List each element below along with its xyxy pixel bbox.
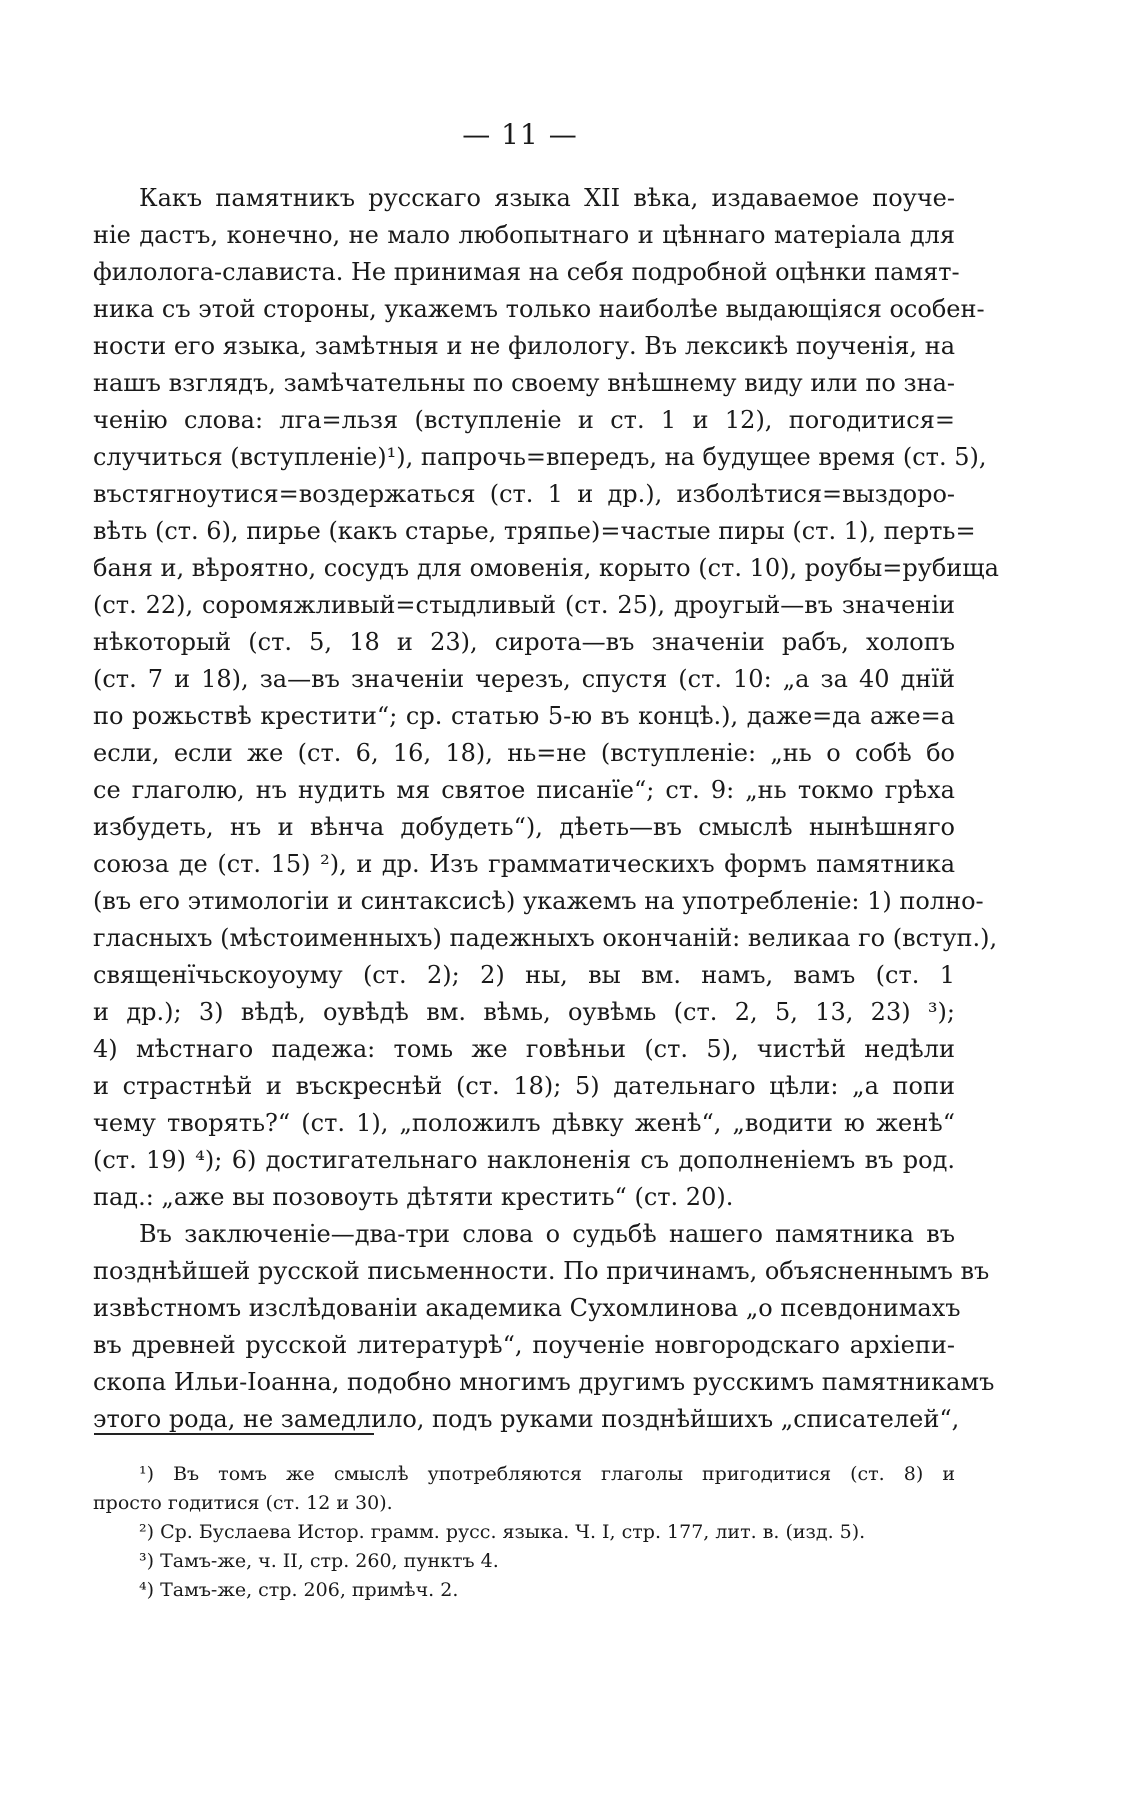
text-line: этого рода, не замедлило, подъ руками позднѣйшихъ „списателей“, (93, 1405, 960, 1433)
text-line: вѣть (ст. 6), пирье (какъ старье, тряпье)=частые пиры (ст. 1), перть= (93, 517, 976, 545)
text-line: се глаголю, нъ нудить мя святое писанїе“; ст. 9: „нь токмо грѣха (93, 776, 955, 804)
text-line: нѣкоторый (ст. 5, 18 и 23), сирота—въ значеніи рабъ, холопъ (93, 628, 955, 656)
footnote-line: ²) Ср. Буслаева Истор. грамм. русс. языка. Ч. I, стр. 177, лит. в. (изд. 5). (139, 1521, 866, 1543)
text-line: союза де (ст. 15) ²), и др. Изъ грамматическихъ формъ памятника (93, 850, 955, 878)
text-line: (ст. 7 и 18), за—въ значеніи черезъ, спустя (ст. 10: „а за 40 днїй (93, 665, 955, 693)
text-line: 4) мѣстнаго падежа: томь же говѣньи (ст. 5), чистѣй недѣли (93, 1035, 955, 1063)
text-line: если, если же (ст. 6, 16, 18), нь=не (вступленіе: „нь о собѣ бо (93, 739, 955, 767)
text-line: ченію слова: лга=льзя (вступленіе и ст. 1 и 12), погодитися= (93, 406, 955, 434)
text-line: гласныхъ (мѣстоименныхъ) падежныхъ окончаній: великаа го (вступ.), (93, 924, 998, 952)
text-line: ника съ этой стороны, укажемъ только наиболѣе выдающіяся особен- (93, 295, 985, 323)
text-line: ности его языка, замѣтныя и не филологу. Въ лексикѣ поученія, на (93, 332, 955, 360)
footnote-line: ⁴) Тамъ-же, стр. 206, примѣч. 2. (139, 1579, 459, 1601)
page-number: — 11 — (462, 118, 578, 151)
text-line: позднѣйшей русской письменности. По причинамъ, объясненнымъ въ (93, 1257, 990, 1285)
footnotes (93, 1460, 955, 1605)
text-line: по рожьствѣ крестити“; ср. статью 5-ю въ концѣ.), даже=да аже=а (93, 702, 955, 730)
text-line: пад.: „аже вы позовоуть дѣтяти крестить“ (ст. 20). (93, 1183, 734, 1211)
footnote-divider (94, 1433, 374, 1435)
body-text (93, 180, 999, 1438)
text-line: въстягноутися=воздержаться (ст. 1 и др.), изболѣтися=выздоро- (93, 480, 955, 508)
text-line: (ст. 22), соромяжливый=стыдливый (ст. 25), дроугый—въ значеніи (93, 591, 955, 619)
text-line: въ древней русской литературѣ“, поученіе новгородскаго архіепи- (93, 1331, 955, 1359)
text-line: (ст. 19) ⁴); 6) достигательнаго наклоненія съ дополненіемъ въ род. (93, 1146, 955, 1174)
text-line: извѣстномъ изслѣдованіи академика Сухомлинова „о псевдонимахъ (93, 1294, 961, 1322)
text-line: и др.); 3) вѣдѣ, оувѣдѣ вм. вѣмь, оувѣмь (ст. 2, 5, 13, 23) ³); (93, 998, 955, 1026)
text-line: и страстнѣй и въскреснѣй (ст. 18); 5) дательнаго цѣли: „а попи (93, 1072, 955, 1100)
text-line: чему творять?“ (ст. 1), „положилъ дѣвку женѣ“, „водити ю женѣ“ (93, 1109, 955, 1137)
text-line: случиться (вступленіе)¹), папрочь=впередъ, на будущее время (ст. 5), (93, 443, 987, 471)
text-line: (въ его этимологіи и синтаксисѣ) укажемъ на употребленіе: 1) полно- (93, 887, 984, 915)
footnote-line: ¹) Въ томъ же смыслѣ употребляются глаголы пригодитися (ст. 8) и (139, 1463, 955, 1485)
text-line: ніе дастъ, конечно, не мало любопытнаго и цѣннаго матеріала для (93, 221, 955, 249)
text-line: Въ заключеніе—два-три слова о судьбѣ нашего памятника въ (139, 1220, 955, 1248)
text-line: скопа Ильи-Іоанна, подобно многимъ другимъ русскимъ памятникамъ (93, 1368, 995, 1396)
footnote-line: ³) Тамъ-же, ч. II, стр. 260, пунктъ 4. (139, 1550, 499, 1572)
text-line: избудеть, нъ и вѣнча добудеть“), дѣеть—въ смыслѣ нынѣшняго (93, 813, 955, 841)
text-line: филолога-слависта. Не принимая на себя подробной оцѣнки памят- (93, 258, 960, 286)
text-line: Какъ памятникъ русскаго языка XII вѣка, издаваемое поуче- (139, 184, 955, 212)
text-line: нашъ взглядъ, замѣчательны по своему внѣшнему виду или по зна- (93, 369, 955, 397)
text-line: священїчьскоуоуму (ст. 2); 2) ны, вы вм. намъ, вамъ (ст. 1 (93, 961, 955, 989)
text-line: баня и, вѣроятно, сосудъ для омовенія, корыто (ст. 10), роубы=рубища (93, 554, 999, 582)
footnote-line: просто годитися (ст. 12 и 30). (93, 1492, 393, 1514)
